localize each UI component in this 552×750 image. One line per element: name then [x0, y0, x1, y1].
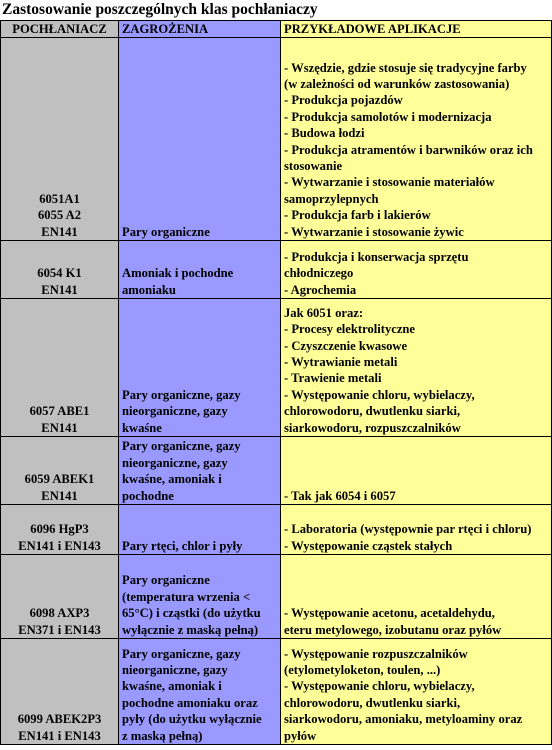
absorber-cell	[1, 38, 119, 241]
header-hazards: ZAGROŻENIA	[119, 21, 281, 38]
applications-cell-line: - Czyszczenie kwasowe	[284, 338, 408, 353]
applications-cell-line: (etylometyloketon, toulen, ...)	[284, 662, 441, 677]
hazard-cell	[119, 505, 281, 555]
absorber-cell	[1, 505, 119, 555]
absorber-cell	[1, 437, 119, 505]
hazard-cell-line: nieorganiczne, gazy	[122, 455, 228, 470]
hazard-cell-line: Pary organiczne, gazy	[122, 387, 241, 402]
applications-cell-line: - Tak jak 6054 i 6057	[284, 488, 396, 503]
applications-cell-line: - Produkcja samolotów i modernizacja	[284, 109, 492, 124]
absorber-cell	[1, 241, 119, 299]
absorber-cell-line: EN141	[41, 282, 78, 297]
table-row	[1, 241, 552, 299]
applications-cell-line: - Agrochemia	[284, 282, 357, 297]
hazard-cell	[119, 555, 281, 639]
applications-cell	[281, 505, 552, 555]
document-title: Zastosowanie poszczególnych klas pochłaniaczy	[2, 1, 318, 18]
hazard-cell	[119, 299, 281, 437]
absorber-cell	[1, 555, 119, 639]
table-row	[1, 639, 552, 745]
applications-cell	[281, 555, 552, 639]
table-row	[1, 555, 552, 639]
applications-cell-line: - Występowanie chloru, wybielaczy,	[284, 387, 475, 402]
applications-cell	[281, 639, 552, 745]
absorber-cell-line: 6099 ABEK2P3	[17, 712, 102, 727]
absorber-cell-line: 6096 HgP3	[30, 522, 89, 537]
hazard-cell	[119, 241, 281, 299]
hazard-cell-line: Amoniak i pochodne	[122, 266, 234, 281]
applications-cell-line: - Produkcja farb i lakierów	[284, 208, 431, 223]
applications-cell-line: - Laboratoria (występownie par rtęci i chloru)	[284, 522, 532, 537]
applications-cell-line: - Budowa łodzi	[284, 126, 365, 141]
hazard-cell	[119, 437, 281, 505]
absorber-cell-line: 6055 A2	[37, 208, 82, 223]
applications-cell-line: Jak 6051 oraz:	[284, 305, 364, 320]
applications-cell-line: eteru metylowego, izobutanu oraz pyłów	[284, 622, 502, 637]
absorber-cell-line: EN141	[41, 224, 78, 239]
hazard-cell-line: wyłącznie z maską pełną)	[122, 622, 259, 637]
applications-cell-line: - Wszędzie, gdzie stosuje się tradycyjne farby	[284, 60, 527, 75]
absorber-cell-line: 6059 ABEK1	[24, 472, 95, 487]
applications-cell-line: - Produkcja pojazdów	[284, 93, 403, 108]
applications-cell-line: (w zależności od warunków zastosowania)	[284, 76, 510, 91]
hazard-cell-line: Pary organiczne	[122, 573, 210, 588]
header-absorber: POCHŁANIACZ	[1, 21, 119, 38]
absorber-cell-line: 6051A1	[39, 191, 80, 206]
hazard-cell-line: Pary rtęci, chlor i pyły	[122, 538, 243, 553]
absorber-cell-line: EN141 i EN143	[18, 538, 101, 553]
table-row	[1, 299, 552, 437]
applications-cell-line: siarkowodoru, amoniaku, metyloaminy oraz	[284, 712, 523, 727]
applications-cell	[281, 38, 552, 241]
applications-cell	[281, 241, 552, 299]
applications-cell-line: chłodniczego	[284, 266, 354, 281]
absorber-cell-line: 6098 AXP3	[29, 606, 90, 621]
absorber-cell-line: EN141 i EN143	[18, 728, 101, 743]
applications-cell-line: - Wytwarzanie i stosowanie żywic	[284, 224, 464, 239]
applications-cell-line: - Występowanie chloru, wybielaczy,	[284, 679, 475, 694]
hazard-cell-line: z maską pełną)	[122, 728, 203, 743]
hazard-cell-line: nieorganiczne, gazy	[122, 662, 228, 677]
absorber-cell-line: 6057 ABE1	[29, 404, 90, 419]
applications-cell-line: chlorowodoru, dwutlenku siarki,	[284, 695, 461, 710]
absorber-cell-line: 6054 K1	[37, 266, 82, 281]
hazard-cell-line: pyły (do użytku wyłącznie	[122, 712, 262, 727]
applications-cell-line: - Produkcja atramentów i barwników oraz ich	[284, 142, 533, 157]
table-row	[1, 38, 552, 241]
table-row	[1, 505, 552, 555]
applications-cell-line: - Występowanie acetonu, acetaldehydu,	[284, 606, 495, 621]
absorber-cell-line: EN141	[41, 488, 78, 503]
absorber-classes-table	[0, 20, 552, 745]
applications-cell-line: chlorowodoru, dwutlenku siarki,	[284, 404, 461, 419]
hazard-cell-line: pochodne	[122, 488, 174, 503]
applications-cell-line: - Procesy elektrolityczne	[284, 322, 416, 337]
hazard-cell	[119, 639, 281, 745]
applications-cell-line: - Wytrawianie metali	[284, 354, 398, 369]
applications-cell-line: - Trawienie metali	[284, 371, 382, 386]
applications-cell-line: samoprzylepnych	[284, 191, 379, 206]
applications-cell	[281, 437, 552, 505]
applications-cell-line: stosowanie	[284, 158, 343, 173]
hazard-cell-line: kwaśne	[122, 420, 162, 435]
hazard-cell-line: Pary organiczne, gazy	[122, 439, 241, 454]
applications-cell-line: - Występowanie cząstek stałych	[284, 538, 453, 553]
hazard-cell-line: pochodne amoniaku oraz	[122, 695, 258, 710]
hazard-cell-line: kwaśne, amoniak i	[122, 472, 222, 487]
applications-cell-line: pyłów	[284, 728, 317, 743]
hazard-cell-line: amoniaku	[122, 282, 176, 297]
hazard-cell-line: Pary organiczne, gazy	[122, 646, 241, 661]
absorber-cell	[1, 639, 119, 745]
applications-cell-line: - Produkcja i konserwacja sprzętu	[284, 249, 469, 264]
hazard-cell-line: Pary organiczne	[122, 224, 210, 239]
table-row	[1, 437, 552, 505]
absorber-cell-line: EN371 i EN143	[18, 622, 101, 637]
table-header-row	[1, 21, 552, 38]
applications-cell-line: - Występowanie rozpuszczalników	[284, 646, 468, 661]
applications-cell	[281, 299, 552, 437]
absorber-cell-line: EN141	[41, 420, 78, 435]
hazard-cell-line: kwaśne, amoniak i	[122, 679, 222, 694]
hazard-cell-line: nieorganiczne, gazy	[122, 404, 228, 419]
applications-cell-line: - Wytwarzanie i stosowanie materiałów	[284, 175, 495, 190]
hazard-cell-line: 65°C) i cząstki (do użytku	[122, 606, 261, 621]
absorber-cell	[1, 299, 119, 437]
hazard-cell	[119, 38, 281, 241]
hazard-cell-line: (temperatura wrzenia <	[122, 589, 251, 604]
applications-cell-line: siarkowodoru, rozpuszczalników	[284, 420, 461, 435]
header-applications: PRZYKŁADOWE APLIKACJE	[281, 21, 552, 38]
